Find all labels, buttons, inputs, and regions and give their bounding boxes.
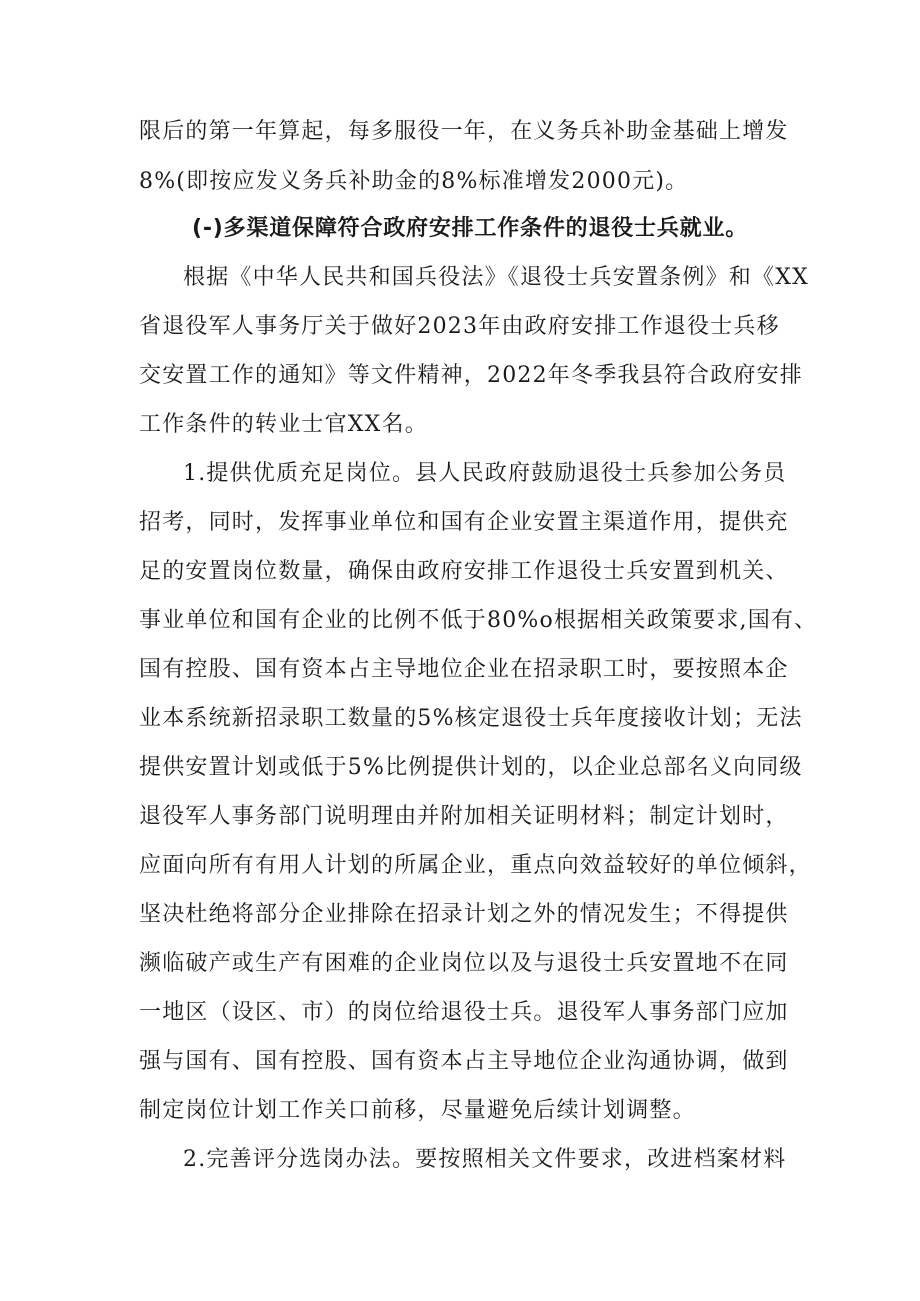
text-line: 制定岗位计划工作关口前移，尽量避免后续计划调整。	[139, 1098, 696, 1123]
text-line: 工作条件的转业士官XX名。	[139, 412, 428, 437]
text-line: 国有控股、国有资本占主导地位企业在招录职工时，要按照本企	[139, 657, 789, 682]
text-line: 濒临破产或生产有困难的企业岗位以及与退役士兵安置地不在同	[139, 951, 789, 976]
text-line: 提供安置计划或低于5%比例提供计划的，以企业总部名义向同级	[139, 755, 803, 780]
text-line: 退役军人事务部门说明理由并附加相关证明材料；制定计划时，	[139, 804, 789, 829]
text-line: 限后的第一年算起，每多服役一年，在义务兵补助金基础上增发	[139, 119, 789, 144]
text-line: 招考，同时，发挥事业单位和国有企业安置主渠道作用，提供充	[139, 510, 789, 535]
text-line: 坚决杜绝将部分企业排除在招录计划之外的情况发生；不得提供	[139, 902, 789, 927]
text-line: 2.完善评分选岗办法。要按照相关文件要求，改进档案材料	[183, 1147, 787, 1172]
text-line: 省退役军人事务厅关于做好2023年由政府安排工作退役士兵移	[139, 314, 780, 339]
section-heading: (-)多渠道保障符合政府安排工作条件的退役士兵就业。	[192, 216, 749, 241]
text-line: 强与国有、国有控股、国有资本占主导地位企业沟通协调，做到	[139, 1049, 789, 1074]
text-line: 事业单位和国有企业的比例不低于80%o根据相关政策要求,国有、	[139, 608, 818, 633]
text-line: 一地区（设区、市）的岗位给退役士兵。退役军人事务部门应加	[139, 1000, 789, 1025]
text-line: 应面向所有有用人计划的所属企业，重点向效益较好的单位倾斜，	[139, 853, 812, 878]
text-line: 业本系统新招录职工数量的5%核定退役士兵年度接收计划；无法	[139, 706, 803, 731]
text-line: 8%(即按应发义务兵补助金的8%标准增发2000元)。	[139, 169, 689, 194]
text-line: 1.提供优质充足岗位。县人民政府鼓励退役士兵参加公务员	[183, 461, 787, 486]
text-line: 根据《中华人民共和国兵役法》《退役士兵安置条例》和《XX	[183, 265, 809, 290]
text-line: 足的安置岗位数量，确保由政府安排工作退役士兵安置到机关、	[139, 559, 789, 584]
text-line: 交安置工作的通知》等文件精神，2022年冬季我县符合政府安排	[139, 363, 803, 388]
